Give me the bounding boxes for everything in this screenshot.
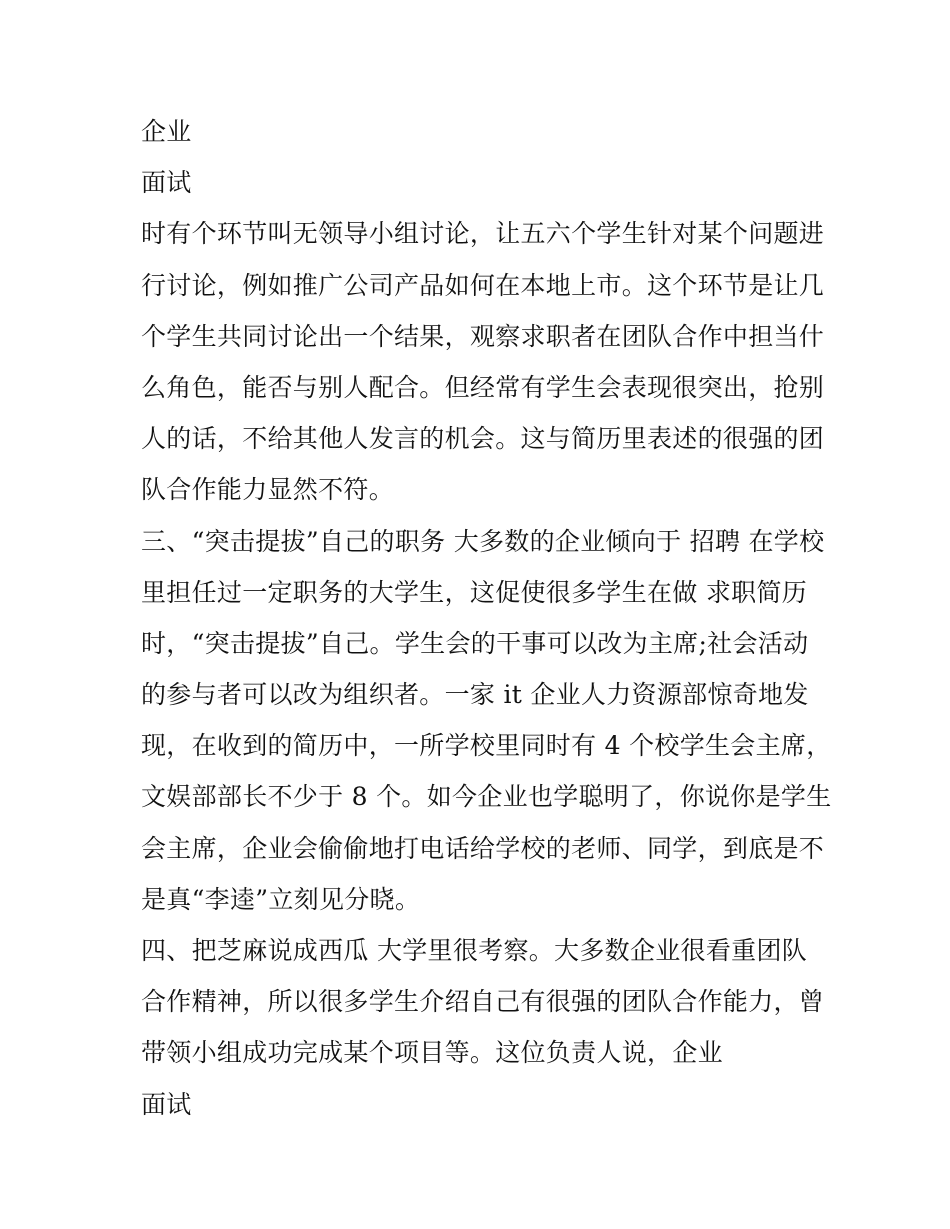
text-line: 个学生共同讨论出一个结果，观察求职者在团队合作中担当什 <box>141 321 825 351</box>
text-line: 是真“李逵”立刻见分晓。 <box>141 884 421 914</box>
text-line: 合作精神，所以很多学生介绍自己有很强的团队合作能力，曾 <box>141 987 825 1017</box>
text-line: 时有个环节叫无领导小组讨论，让五六个学生针对某个问题进 <box>141 219 825 249</box>
text-line: 现，在收到的简历中，一所学校里同时有 4 个校学生会主席， <box>141 731 832 761</box>
text-line: 会主席，企业会偷偷地打电话给学校的老师、同学，到底是不 <box>141 833 825 863</box>
text-line: 人的话，不给其他人发言的机会。这与简历里表述的很强的团 <box>141 424 825 454</box>
text-line: 队合作能力显然不符。 <box>141 475 395 505</box>
text-line: 文娱部部长不少于 8 个。如今企业也学聪明了，你说你是学生 <box>141 782 832 812</box>
text-line: 么角色，能否与别人配合。但经常有学生会表现很突出，抢别 <box>141 372 825 402</box>
text-line: 的参与者可以改为组织者。一家 it 企业人力资源部惊奇地发 <box>141 680 809 710</box>
text-line: 里担任过一定职务的大学生，这促使很多学生在做 求职简历 <box>141 577 808 607</box>
text-line: 四、把芝麻说成西瓜 大学里很考察。大多数企业很看重团队 <box>141 936 808 965</box>
text-line: 带领小组成功完成某个项目等。这位负责人说，企业 <box>141 1038 723 1068</box>
text-line: 面试 <box>141 1089 192 1119</box>
text-line: 面试 <box>141 168 192 198</box>
text-line: 时，“突击提拔”自己。学生会的干事可以改为主席;社会活动 <box>141 628 809 658</box>
text-line: 三、“突击提拔”自己的职务 大多数的企业倾向于 招聘 在学校 <box>141 526 825 556</box>
document-body <box>141 106 832 1130</box>
text-line: 企业 <box>141 117 192 146</box>
text-line: 行讨论，例如推广公司产品如何在本地上市。这个环节是让几 <box>141 270 825 300</box>
